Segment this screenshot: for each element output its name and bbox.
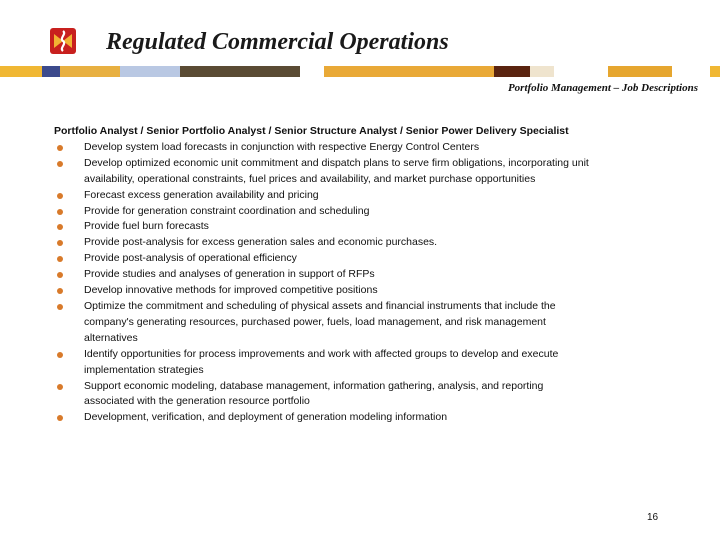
- responsibility-text: Provide post-analysis of operational efficiency: [84, 252, 297, 265]
- color-bar-segment: [300, 66, 324, 77]
- job-description-section: [54, 124, 674, 426]
- color-bar-segment: [42, 66, 60, 77]
- responsibility-item: [54, 235, 674, 251]
- color-bar-segment: [554, 66, 608, 77]
- decorative-color-bar: [0, 66, 720, 77]
- responsibility-text: Provide studies and analyses of generation in support of RFPs: [84, 268, 375, 281]
- responsibility-item: [54, 283, 674, 299]
- responsibility-item: [54, 267, 674, 283]
- page-title: Regulated Commercial Operations: [106, 29, 449, 55]
- responsibility-text: Provide for generation constraint coordination and scheduling: [84, 204, 370, 217]
- bullet-icon: [57, 288, 63, 294]
- responsibility-text: Develop system load forecasts in conjunction with respective Energy Control Centers: [84, 140, 480, 153]
- company-logo-icon: [50, 28, 76, 54]
- color-bar-segment: [180, 66, 300, 77]
- bullet-icon: [57, 145, 63, 151]
- responsibility-text: Provide post-analysis for excess generation sales and economic purchases.: [84, 236, 438, 249]
- color-bar-segment: [60, 66, 120, 77]
- bullet-icon: [57, 272, 63, 278]
- bullet-icon: [57, 384, 63, 390]
- responsibility-text: alternatives: [84, 331, 138, 344]
- responsibility-item: [54, 219, 674, 235]
- responsibility-text: availability, operational constraints, fuel prices and availability, and market purchase opportunities: [84, 172, 536, 185]
- color-bar-segment: [494, 66, 530, 77]
- responsibility-list: [54, 140, 674, 426]
- responsibility-item: [54, 410, 674, 426]
- bullet-icon: [57, 415, 63, 421]
- job-titles-heading: Portfolio Analyst / Senior Portfolio Analyst / Senior Structure Analyst / Senior Power Delivery Specialist: [54, 125, 569, 137]
- bullet-icon: [57, 240, 63, 246]
- bullet-icon: [57, 193, 63, 199]
- color-bar-segment: [120, 66, 180, 77]
- page-number: 16: [647, 512, 659, 523]
- color-bar-segment: [710, 66, 720, 77]
- responsibility-text: Forecast excess generation availability and pricing: [84, 188, 319, 201]
- bullet-icon: [57, 224, 63, 230]
- responsibility-text: Develop innovative methods for improved competitive positions: [84, 284, 378, 297]
- responsibility-item: [54, 251, 674, 267]
- responsibility-text: Provide fuel burn forecasts: [84, 220, 209, 233]
- responsibility-text: implementation strategies: [84, 363, 204, 376]
- responsibility-item: [54, 347, 674, 379]
- responsibility-item: [54, 140, 674, 156]
- responsibility-text: Optimize the commitment and scheduling of physical assets and financial instruments that include the: [84, 299, 556, 312]
- responsibility-text: Support economic modeling, database management, information gathering, analysis, and reporting: [84, 379, 544, 392]
- responsibility-item: [54, 379, 674, 411]
- bullet-icon: [57, 161, 63, 167]
- color-bar-segment: [324, 66, 494, 77]
- color-bar-segment: [608, 66, 672, 77]
- responsibility-item: [54, 204, 674, 220]
- responsibility-text: Develop optimized economic unit commitment and dispatch plans to serve firm obligations, incorporating unit: [84, 156, 589, 169]
- color-bar-segment: [0, 66, 42, 77]
- responsibility-text: company's generating resources, purchased power, fuels, load management, and risk management: [84, 315, 546, 328]
- responsibility-text: Identify opportunities for process improvements and work with affected groups to develop and execute: [84, 347, 559, 360]
- bullet-icon: [57, 304, 63, 310]
- responsibility-text: associated with the generation resource portfolio: [84, 395, 310, 408]
- responsibility-text: Development, verification, and deployment of generation modeling information: [84, 411, 448, 424]
- responsibility-item: [54, 156, 674, 188]
- responsibility-item: [54, 188, 674, 204]
- color-bar-segment: [672, 66, 710, 77]
- color-bar-segment: [530, 66, 554, 77]
- responsibility-item: [54, 299, 674, 347]
- bullet-icon: [57, 209, 63, 215]
- bullet-icon: [57, 352, 63, 358]
- page-subtitle: Portfolio Management – Job Descriptions: [507, 82, 698, 94]
- bullet-icon: [57, 256, 63, 262]
